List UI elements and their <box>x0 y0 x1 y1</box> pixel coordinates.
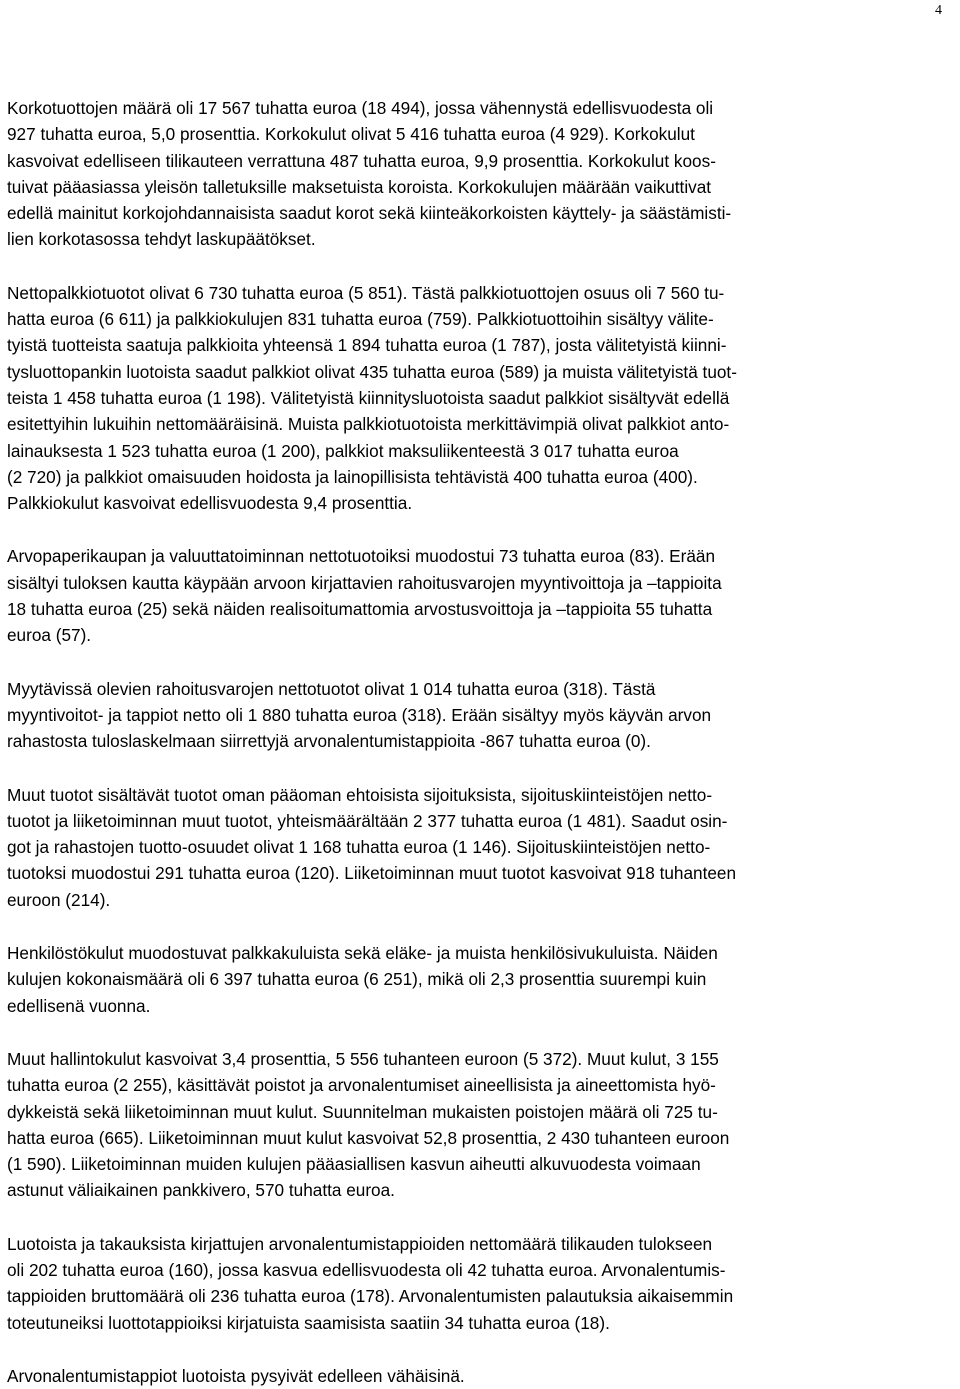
page-number: 4 <box>935 3 942 18</box>
paragraph-available-for-sale: Myytävissä olevien rahoitusvarojen nettotuotot olivat 1 014 tuhatta euroa (318). Tästä myyntivoitot- ja tappiot netto oli 1 880 tuhatta euroa (318). Erään sisältyy myös käyvän arvon rahastosta tuloslaskelmaan siirrettyjä arvonalentumistappioita -867 tuhatta euroa (0). <box>7 678 712 752</box>
paragraph-fee-income: Nettopalkkiotuotot olivat 6 730 tuhatta euroa (5 851). Tästä palkkiotuottojen osuus oli 7 560 tu- hatta euroa (6 611) ja palkkiokulujen 831 tuhatta euroa (759). Palkkiotuottoihin sisältyy välite- tyistä tuotteista saatuja palkkioita yhteensä 1 894 tuhatta euroa (1 787), josta välitetyistä kiinni- tysluottopankin luotoista saadut palkkiot olivat 435 tuhatta euroa (589) ja muista välitetyistä tuot- teista 1 458 tuhatta euroa (1 198). Välitetyistä kiinnitysluotoista saadut palkkiot sisältyvät edellä esitettyihin lukuihin nettomääräisinä. Muista palkkiotuotoista merkittävimpiä olivat palkkiot anto- lainauksesta 1 523 tuhatta euroa (1 200), palkkiot maksuliikenteestä 3 017 tuhatta euroa (2 720) ja palkkiot omaisuuden hoidosta ja lainopillisista tehtävistä 400 tuhatta euroa (400). Palkkiokulut kasvoivat edellisvuodesta 9,4 prosenttia. <box>7 282 737 514</box>
paragraph-securities-trading: Arvopaperikaupan ja valuuttatoiminnan nettotuotoiksi muodostui 73 tuhatta euroa (83). Erään sisältyi tuloksen kautta käypään arvoon kirjattavien rahoitusvarojen myyntivoittoja ja –tappioita 18 tuhatta euroa (25) sekä näiden realisoitumattomia arvostusvoittoja ja –tappioita 55 tuhatta euroa (57). <box>7 546 722 646</box>
paragraph-interest-income: Korkotuottojen määrä oli 17 567 tuhatta euroa (18 494), jossa vähennystä edellisvuodesta oli 927 tuhatta euroa, 5,0 prosenttia. Korkokulut olivat 5 416 tuhatta euroa (4 929). Korkokulut kasvoivat edelliseen tilikauteen verrattuna 487 tuhatta euroa, 9,9 prosenttia. Korkokulut koos- tuivat pääasiassa yleisön talletuksille maksetuista koroista. Korkokulujen määrään vaikuttivat edellä mainitut korkojohdannaisista saadut korot sekä kiinteäkorkoisten käyttely- ja säästämisti- lien korkotasossa tehdyt laskupäätökset. <box>7 98 732 250</box>
paragraph-impairment-summary: Arvonalentumistappiot luotoista pysyivät edelleen vähäisinä. <box>7 1365 465 1386</box>
paragraph-administrative-expenses: Muut hallintokulut kasvoivat 3,4 prosenttia, 5 556 tuhanteen euroon (5 372). Muut kulut, 3 155 tuhatta euroa (2 255), käsittävät poistot ja arvonalentumiset aineellisista ja aineettomista hyö- dykkeistä sekä liiketoiminnan muut kulut. Suunnitelman mukaisten poistojen määrä oli 725 tu- hatta euroa (665). Liiketoiminnan muut kulut kasvoivat 52,8 prosenttia, 2 430 tuhanteen euroon (1 590). Liiketoiminnan muiden kulujen pääasiallisen kasvun aiheutti alkuvuodesta voimaan astunut väliaikainen pankkivero, 570 tuhatta euroa. <box>7 1048 730 1201</box>
paragraph-impairment-losses: Luotoista ja takauksista kirjattujen arvonalentumistappioiden nettomäärä tilikauden tulokseen oli 202 tuhatta euroa (160), jossa kasvua edellisvuodesta oli 42 tuhatta euroa. Arvonalentumis- tappioiden bruttomäärä oli 236 tuhatta euroa (178). Arvonalentumisten palautuksia aikaisemmin toteutuneiksi luottotappioiksi kirjatuista saamisista saatiin 34 tuhatta euroa (18). <box>7 1233 734 1333</box>
document-body <box>7 95 951 1389</box>
paragraph-personnel-expenses: Henkilöstökulut muodostuvat palkkakuluista sekä eläke- ja muista henkilösivukuluista. Näiden kulujen kokonaismäärä oli 6 397 tuhatta euroa (6 251), mikä oli 2,3 prosenttia suurempi kuin edellisenä vuonna. <box>7 943 718 1016</box>
paragraph-other-income: Muut tuotot sisältävät tuotot oman pääoman ehtoisista sijoituksista, sijoituskiinteistöjen netto- tuotot ja liiketoiminnan muut tuotot, yhteismäärältään 2 377 tuhatta euroa (1 481). Saadut osin- got ja rahastojen tuotto-osuudet olivat 1 168 tuhatta euroa (1 146). Sijoituskiinteistöjen netto- tuotoksi muodostui 291 tuhatta euroa (120). Liiketoiminnan muut tuotot kasvoivat 918 tuhanteen euroon (214). <box>7 784 737 910</box>
